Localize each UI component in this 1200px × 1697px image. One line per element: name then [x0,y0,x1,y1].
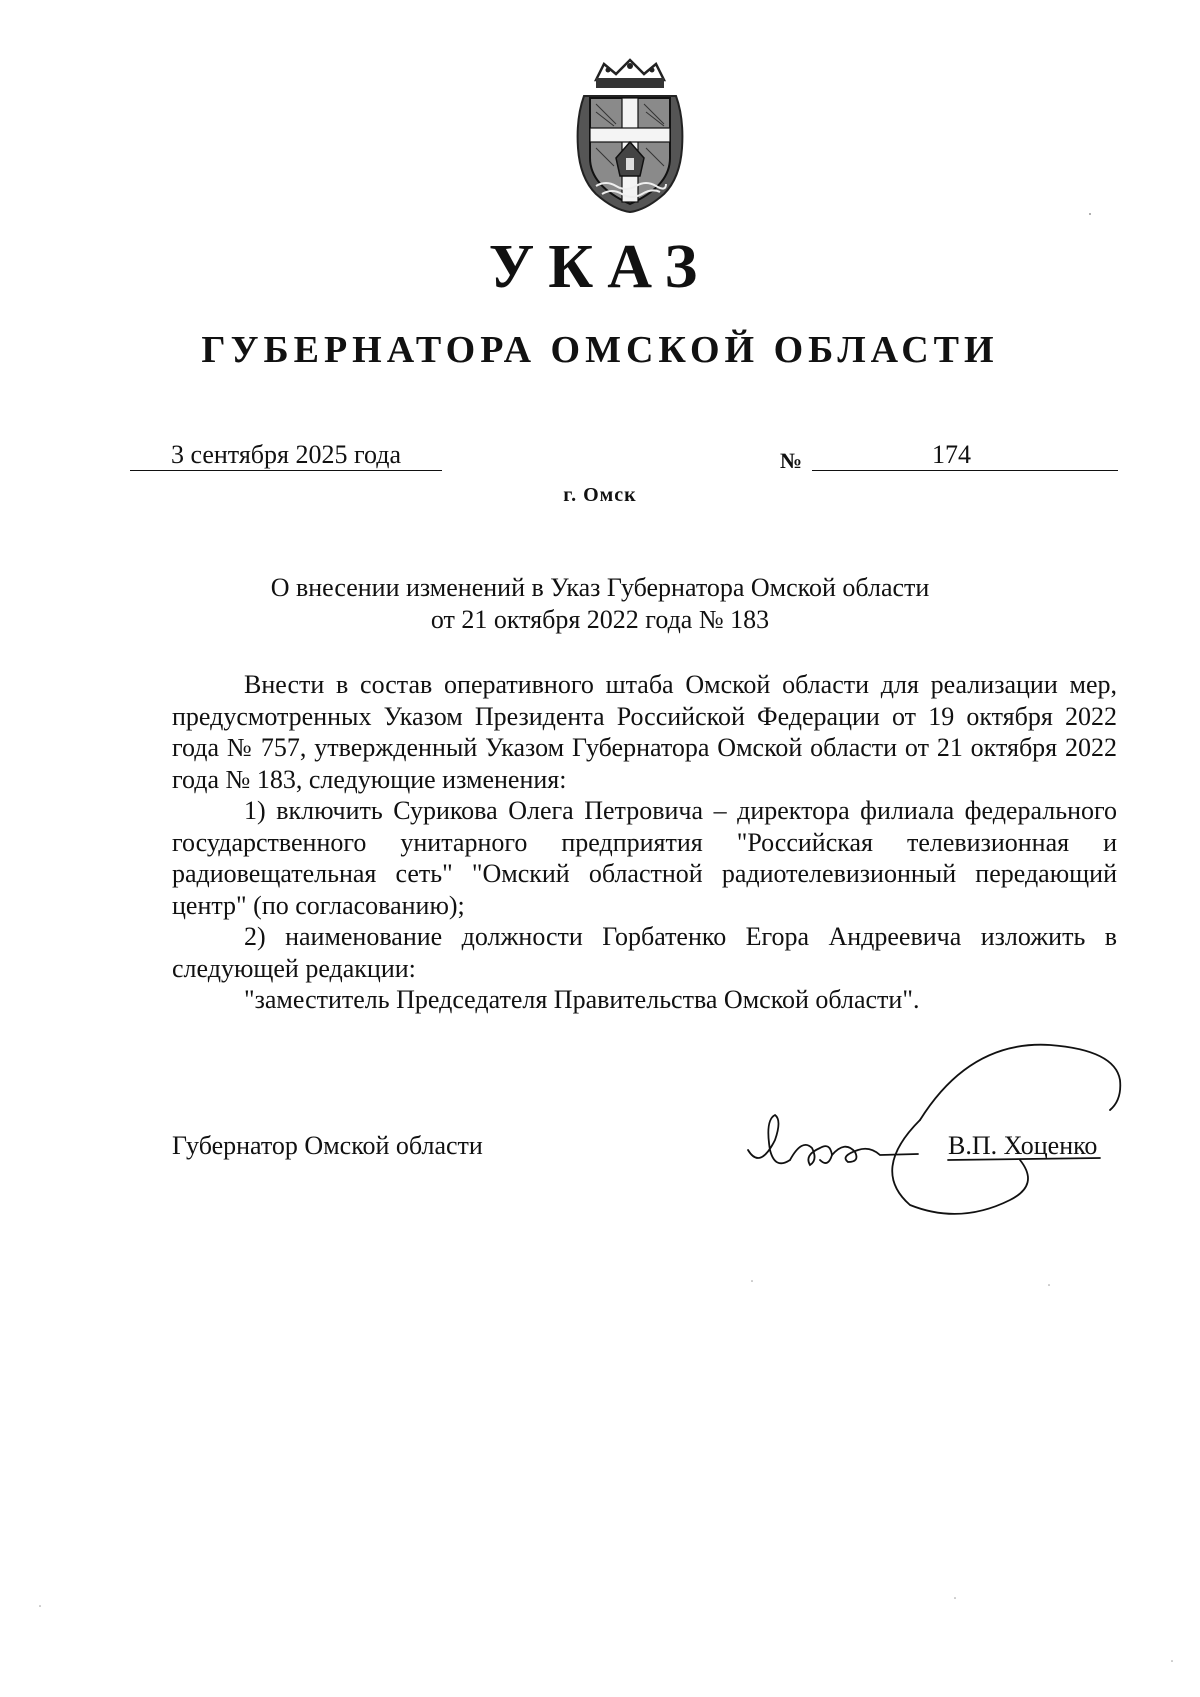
document-number-field [812,440,1118,471]
document-number: 174 [932,440,971,469]
subject-line-1: О внесении изменений в Указ Губернатора Омской области [270,573,930,602]
signatory-title: Губернатор Омской области [172,1131,483,1160]
document-subtitle: ГУБЕРНАТОРА ОМСКОЙ ОБЛАСТИ [201,329,999,371]
item-2-paragraph: 2) наименование должности Горбатенко Егора Андреевича изложить в следующей редакции: [172,922,1117,983]
document-subject [0,572,1200,636]
document-date: 3 сентября 2025 года [130,440,442,471]
signatory-name: В.П. Хоценко [948,1131,1098,1160]
quote-paragraph: "заместитель Председателя Правительства Омской области". [244,985,920,1014]
handwritten-signature [720,1020,1140,1230]
number-sign: № [780,448,803,473]
intro-paragraph: Внести в состав оперативного штаба Омской области для реализации мер, предусмотренных Указом Президента Российской Федерации от 19 октября 2022 года № 757, утвержденный Указом Губернатора Омской области от 21 октября 2022 года № 183, следующие изменения: [172,670,1117,794]
item-1-paragraph: 1) включить Сурикова Олега Петровича – директора филиала федерального государственного унитарного предприятия "Российская телевизионная и радиовещательная сеть" "Омский областной радиотелевизионный передающий центр" (по согласованию); [172,796,1117,920]
document-city: г. Омск [563,484,637,506]
coat-of-arms-icon [566,58,694,214]
document-body [172,669,1117,1016]
document-title: УКАЗ [488,233,712,301]
subject-line-2: от 21 октября 2022 года № 183 [430,605,770,634]
